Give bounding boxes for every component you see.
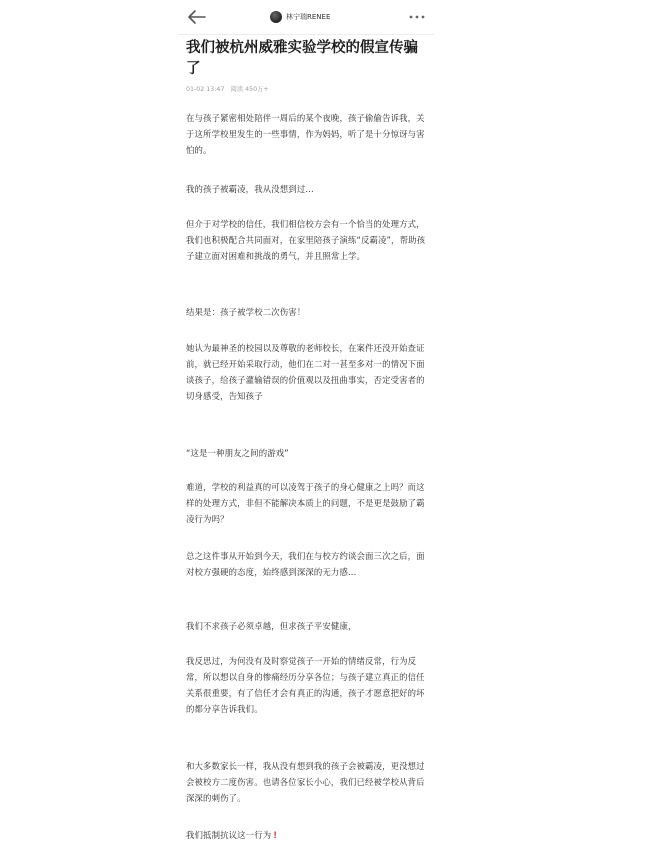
paragraph-final-text: 我们抵制抗议这一行为 [186, 830, 272, 840]
paragraph: 我反思过，为何没有及时察觉孩子一开始的情绪反常，行为反常，所以想以自身的惨痛经历分享各位；与孩子建立真正的信任关系很重要，有了信任才会有真正的沟通，孩子才愿意把好的坏的都分享告诉我们。 [186, 656, 425, 714]
article-meta [186, 84, 269, 93]
paragraph: 结果是：孩子被学校二次伤害！ [186, 307, 306, 317]
more-dots-icon [408, 8, 426, 26]
avatar [270, 11, 282, 23]
read-count: 阅读 450万+ [230, 86, 269, 93]
paragraph: 她认为最神圣的校园以及尊敬的老师校长，在案件还没开始查证前，就已经开始采取行动，他们在二对一甚至多对一的情况下面谈孩子，给孩子灌输错误的价值观以及扭曲事实，否定受害者的切身感受，告知孩子 [186, 343, 425, 401]
article-page [178, 0, 434, 851]
top-navigation-bar [178, 0, 434, 35]
paragraph: 在与孩子紧密相处陪伴一周后的某个夜晚，孩子偷偷告诉我，关于这所学校里发生的一些事情，作为妈妈，听了是十分惊讶与害怕的。 [186, 113, 425, 155]
author-name: 林宁瑞RENEE [286, 13, 331, 21]
article-title: 我们被杭州威雅实验学校的假宣传骗了 [186, 40, 418, 77]
paragraph: 我的孩子被霸凌，我从没想到过... [186, 184, 314, 194]
paragraph: 我们不求孩子必须卓越，但求孩子平安健康， [186, 621, 357, 631]
back-arrow-icon [186, 8, 208, 26]
paragraph-final [186, 827, 430, 843]
paragraph: 和大多数家长一样，我从没有想到我的孩子会被霸凌，更没想过会被校方二度伤害。也请各位家长小心，我们已经被学校从背后深深的刺伤了。 [186, 761, 425, 803]
author-info[interactable] [270, 9, 330, 25]
red-exclamation-mark: ! [273, 830, 278, 840]
back-button[interactable] [186, 8, 208, 26]
paragraph: 难道，学校的利益真的可以凌驾于孩子的身心健康之上吗？而这样的处理方式，非但不能解决本质上的问题，不是更是鼓励了霸凌行为吗？ [186, 482, 425, 524]
paragraph: “这是一种朋友之间的游戏” [186, 448, 289, 458]
paragraph: 总之这件事从开始到今天，我们在与校方约谈会面三次之后，面对校方强硬的态度，始终感到深深的无力感... [186, 551, 425, 577]
paragraph: 但介于对学校的信任，我们相信校方会有一个恰当的处理方式，我们也积极配合共同面对，在家里陪孩子演练“反霸凌”，帮助孩子建立面对困难和挑战的勇气，并且照常上学。 [186, 219, 426, 261]
more-button[interactable] [408, 8, 426, 26]
publish-date: 01-02 13:47 [186, 86, 225, 93]
